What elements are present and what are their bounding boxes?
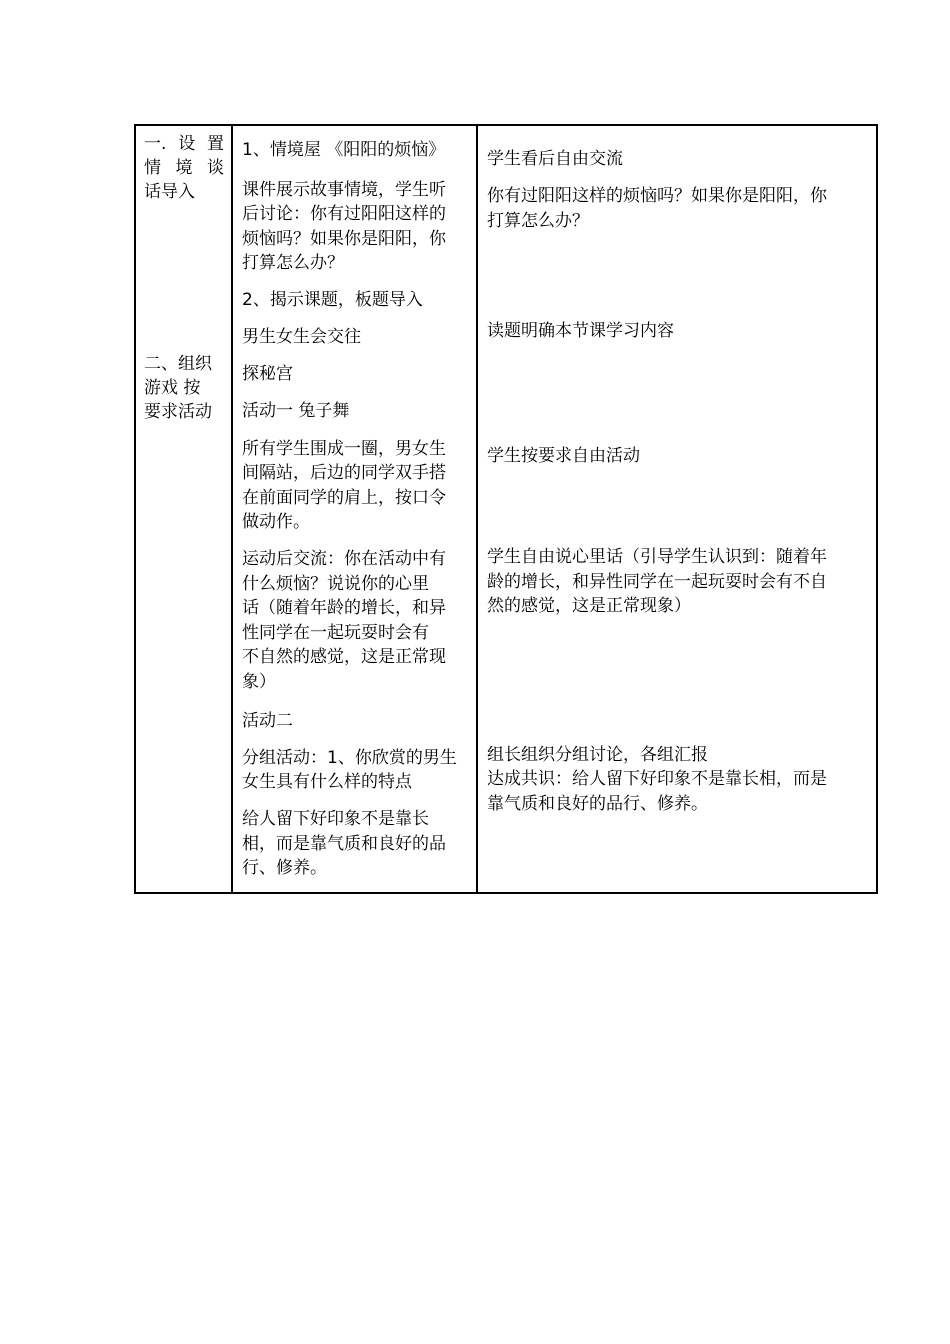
teacher-item-bunny-3: 在前面同学的肩上，按口令 (242, 488, 446, 508)
teacher-item-bunny-4: 做动作。 (242, 512, 310, 532)
teacher-item-impression-1: 给人留下好印象不是靠长 (242, 809, 429, 829)
teacher-item-exchange-2: 什么烦恼？说说你的心里 (242, 574, 429, 594)
teacher-item-bunny-2: 间隔站，后边的同学双手搭 (242, 463, 446, 483)
teacher-item-group-1: 分组活动：1、你欣赏的男生 (242, 748, 457, 768)
stage1-line2: 情 境 谈 (144, 158, 224, 178)
teacher-item-bunny-1: 所有学生围成一圈，男女生 (242, 439, 446, 459)
stage2-line1: 二、组织 (144, 354, 212, 374)
teacher-item-exchange-4: 性同学在一起玩耍时会有 (242, 623, 429, 643)
teacher-item-impression-3: 行、修养。 (242, 858, 327, 878)
student-item-free-activity: 学生按要求自由活动 (487, 446, 640, 466)
stage1-line3: 话导入 (144, 182, 195, 202)
teacher-item-topic: 男生女生会交往 (242, 327, 361, 347)
teacher-activity-column (233, 126, 478, 892)
stage-column (136, 126, 233, 892)
teacher-item-courseware-4: 打算怎么办？ (242, 253, 344, 273)
student-item-question-2: 打算怎么办？ (487, 211, 589, 231)
student-item-speak-1: 学生自由说心里话（引导学生认识到：随着年 (487, 547, 827, 567)
teacher-item-explore: 探秘宫 (242, 364, 293, 384)
student-activity-column (478, 126, 876, 892)
student-item-speak-3: 然的感觉，这是正常现象） (487, 596, 691, 616)
teacher-item-impression-2: 相，而是靠气质和良好的品 (242, 834, 446, 854)
stage2-line2: 游戏 按 (144, 378, 201, 398)
lesson-plan-table (134, 124, 878, 894)
teacher-item-group-2: 女生具有什么样的特点 (242, 772, 412, 792)
student-item-free-exchange: 学生看后自由交流 (487, 149, 623, 169)
teacher-item-exchange-3: 话（随着年龄的增长，和异 (242, 598, 446, 618)
student-item-consensus-2: 达成共识：给人留下好印象不是靠长相，而是 (487, 769, 827, 789)
teacher-item-courseware-2: 后讨论：你有过阳阳这样的 (242, 204, 446, 224)
stage2-line3: 要求活动 (144, 402, 212, 422)
student-item-consensus-1: 组长组织分组讨论，各组汇报 (487, 745, 708, 765)
teacher-item-exchange-6: 象） (242, 672, 276, 692)
teacher-item-situation: 1、情境屋 《阳阳的烦恼》 (242, 140, 446, 160)
teacher-item-courseware-1: 课件展示故事情境，学生听 (242, 180, 446, 200)
student-item-consensus-3: 靠气质和良好的品行、修养。 (487, 794, 708, 814)
student-item-speak-2: 龄的增长，和异性同学在一起玩耍时会有不自 (487, 572, 827, 592)
teacher-item-activity2: 活动二 (242, 711, 293, 731)
teacher-item-reveal-topic: 2、揭示课题，板题导入 (242, 290, 423, 310)
teacher-item-exchange-5: 不自然的感觉，这是正常现 (242, 647, 446, 667)
teacher-item-exchange-1: 运动后交流：你在活动中有 (242, 549, 446, 569)
teacher-item-activity1: 活动一 兔子舞 (242, 401, 350, 421)
teacher-item-courseware-3: 烦恼吗？如果你是阳阳，你 (242, 229, 446, 249)
student-item-question-1: 你有过阳阳这样的烦恼吗？如果你是阳阳，你 (487, 186, 827, 206)
stage1-line1: 一. 设 置 (144, 134, 224, 154)
student-item-read-topic: 读题明确本节课学习内容 (487, 321, 674, 341)
